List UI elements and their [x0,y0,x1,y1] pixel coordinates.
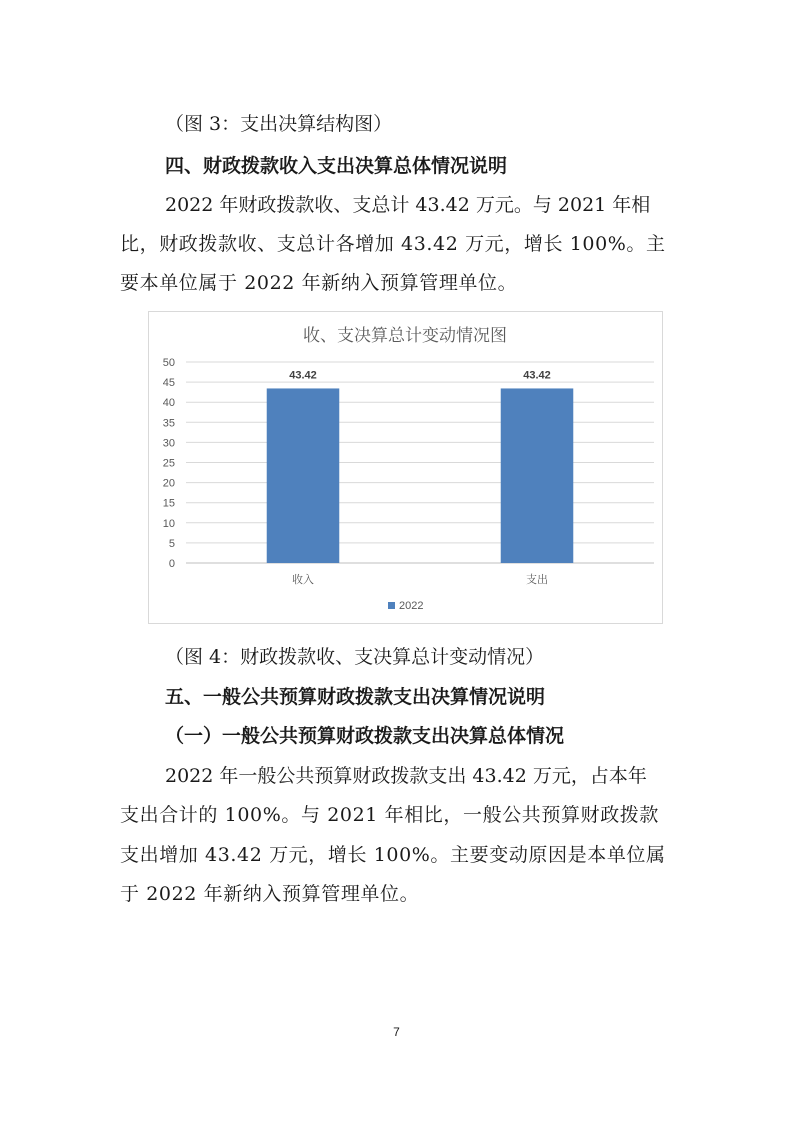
chart-title: 收、支决算总计变动情况图 [303,326,507,345]
figure-4-caption: （图 4：财政拨款收、支决算总计变动情况） [165,646,545,668]
section-5-heading: 五、一般公共预算财政拨款支出决算情况说明 [165,686,546,708]
y-tick-label: 50 [162,357,175,369]
bar-chart-frame [148,311,663,624]
paragraph-line: 比，财政拨款收、支总计各增加 43.42 万元，增长 100%。主 [120,233,666,255]
bar [267,388,340,563]
y-tick-label: 10 [162,517,175,530]
x-tick-label: 支出 [526,574,548,586]
data-label: 43.42 [289,369,317,382]
subsection-1-heading: （一）一般公共预算财政拨款支出决算总体情况 [165,725,565,747]
page-number: 7 [393,1025,400,1039]
y-tick-label: 20 [162,477,175,490]
y-tick-label: 0 [168,558,175,570]
y-tick-label: 15 [162,497,175,510]
paragraph-line: 支出增加 43.42 万元，增长 100%。主要变动原因是本单位属 [120,844,666,866]
paragraph-line: 2022 年一般公共预算财政拨款支出 43.42 万元，占本年 [165,765,647,787]
bar-chart [149,312,662,623]
y-tick-label: 40 [162,397,175,410]
legend-swatch [388,602,395,609]
legend-label: 2022 [399,600,424,612]
data-label: 43.42 [523,369,551,382]
bar [501,388,574,563]
y-tick-label: 45 [162,377,175,390]
paragraph-line: 支出合计的 100%。与 2021 年相比，一般公共预算财政拨款 [120,804,659,826]
section-4-heading: 四、财政拨款收入支出决算总体情况说明 [165,155,508,177]
paragraph-line: 要本单位属于 2022 年新纳入预算管理单位。 [120,272,518,294]
paragraph-line: 2022 年财政拨款收、支总计 43.42 万元。与 2021 年相 [165,194,651,216]
paragraph-line: 于 2022 年新纳入预算管理单位。 [120,883,420,905]
y-tick-label: 5 [168,537,175,550]
y-tick-label: 25 [162,457,175,470]
y-tick-label: 35 [162,417,175,430]
y-tick-label: 30 [162,437,175,450]
figure-3-caption: （图 3：支出决算结构图） [165,113,393,135]
x-tick-label: 收入 [292,574,314,586]
